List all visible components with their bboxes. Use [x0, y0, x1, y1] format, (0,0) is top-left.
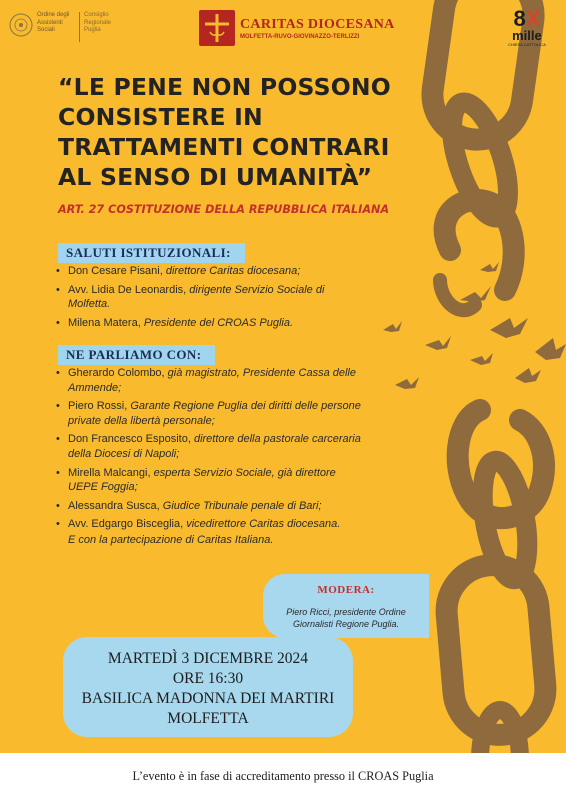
event-date: MARTEDÌ 3 DICEMBRE 2024 — [107, 650, 309, 667]
speaker-role: dirigente Servizio Sociale di Molfetta. — [68, 283, 325, 311]
caritas-logo — [199, 10, 395, 46]
speaker-role: vicedirettore Caritas diocesana. — [186, 518, 341, 531]
bird-icon — [515, 368, 541, 383]
event-details-box — [63, 637, 353, 737]
list-item — [54, 264, 354, 279]
otto-number: 8 — [513, 6, 526, 31]
bird-icon — [460, 286, 491, 302]
subtitle-article: ART. 27 COSTITUZIONE DELLA REPUBBLICA ITALIANA — [58, 203, 390, 216]
saluti-list — [54, 264, 354, 334]
speaker-role: direttore della pastorale carceraria della Diocesi di Napoli; — [68, 433, 361, 460]
logo-left-line1: Ordine degli Assistenti Sociali — [37, 12, 70, 33]
bird-icon — [535, 338, 566, 360]
speaker-role: Garante Regione Puglia dei diritti delle persone private della libertà personale; — [68, 400, 361, 427]
list-item — [54, 517, 364, 532]
bird-icon — [383, 321, 402, 332]
title-line: AL SENSO DI UMANITÀ” — [58, 163, 373, 191]
event-city: MOLFETTA — [167, 710, 249, 727]
speaker-name: Avv. Edgargo Bisceglia, — [68, 518, 187, 531]
caritas-dioceses: MOLFETTA-RUVO-GIOVINAZZO-TERLIZZI — [240, 33, 360, 40]
ordine-assistenti-sociali-logo — [8, 12, 124, 42]
moderator-label: MODERA: — [317, 584, 375, 596]
title-line: TRATTAMENTI CONTRARI — [58, 133, 390, 161]
assistenti-sociali-emblem-icon — [8, 12, 34, 38]
speaker-role: esperta Servizio Sociale, già direttore UEPE Foggia; — [68, 466, 336, 494]
speaker-role: già magistrato, Presidente Cassa delle Ammende; — [68, 367, 356, 394]
moderator-line: Giornalisti Regione Puglia. — [292, 619, 400, 629]
speaker-name: Alessandra Susca, — [68, 499, 163, 512]
title-line: CONSISTERE IN — [58, 103, 263, 131]
ne-parliamo-label: NE PARLIAMO CON: — [58, 345, 215, 365]
speaker-name: Gherardo Colombo, — [68, 367, 168, 379]
closing-note — [54, 533, 364, 548]
footer-accreditation: L’evento è in fase di accreditamento presso il CROAS Puglia — [0, 753, 566, 800]
bird-icon — [425, 336, 451, 350]
otto-chiesa-cattolica: CHIESA CATTOLICA — [508, 42, 546, 47]
moderator-line: Piero Ricci, presidente Ordine — [286, 607, 406, 617]
speaker-name: Don Francesco Esposito, — [68, 433, 194, 446]
caritas-name: CARITAS DIOCESANA — [240, 16, 395, 32]
otto-x: X — [525, 6, 541, 31]
event-time: ORE 16:30 — [172, 670, 244, 687]
speaker-name: Piero Rossi, — [68, 400, 131, 413]
birds — [383, 262, 566, 389]
otto-mille-word: mille — [512, 28, 542, 43]
speaker-name: Avv. Lidia De Leonardis, — [68, 283, 190, 296]
list-item — [54, 499, 364, 514]
speaker-role: Presidente del CROAS Puglia. — [143, 316, 293, 329]
otto-per-mille-logo — [508, 8, 546, 47]
event-place: BASILICA MADONNA DEI MARTIRI — [81, 690, 335, 707]
list-item — [54, 466, 364, 495]
list-item — [54, 399, 364, 428]
list-item — [54, 432, 364, 461]
speaker-role: Giudice Tribunale penale di Bari; — [162, 499, 322, 512]
bird-icon — [470, 353, 493, 365]
list-item — [54, 366, 364, 395]
logo-separator — [79, 12, 80, 42]
logo-left-line2: Consiglio Regionale Puglia — [84, 12, 112, 33]
speaker-name: Don Cesare Pisani, — [68, 265, 166, 277]
ne-parliamo-list — [54, 366, 364, 552]
otto-per-mille-mark — [508, 8, 546, 30]
moderator-name — [263, 606, 429, 630]
closing-note-text: E con la partecipazione di Caritas Italiana. — [68, 533, 274, 546]
moderator-box — [263, 574, 429, 638]
page-title — [58, 72, 438, 192]
title-line: “LE PENE NON POSSONO — [58, 73, 391, 101]
saluti-label: SALUTI ISTITUZIONALI: — [58, 243, 245, 263]
bird-icon — [490, 318, 528, 338]
speaker-role: direttore Caritas diocesana; — [165, 265, 301, 277]
speaker-name: Mirella Malcangi, — [68, 466, 154, 479]
list-item — [54, 316, 354, 331]
list-item — [54, 283, 354, 312]
bird-icon — [395, 377, 419, 389]
bird-icon — [480, 262, 499, 272]
caritas-cross-icon — [199, 10, 235, 46]
speaker-name: Milena Matera, — [68, 316, 144, 329]
